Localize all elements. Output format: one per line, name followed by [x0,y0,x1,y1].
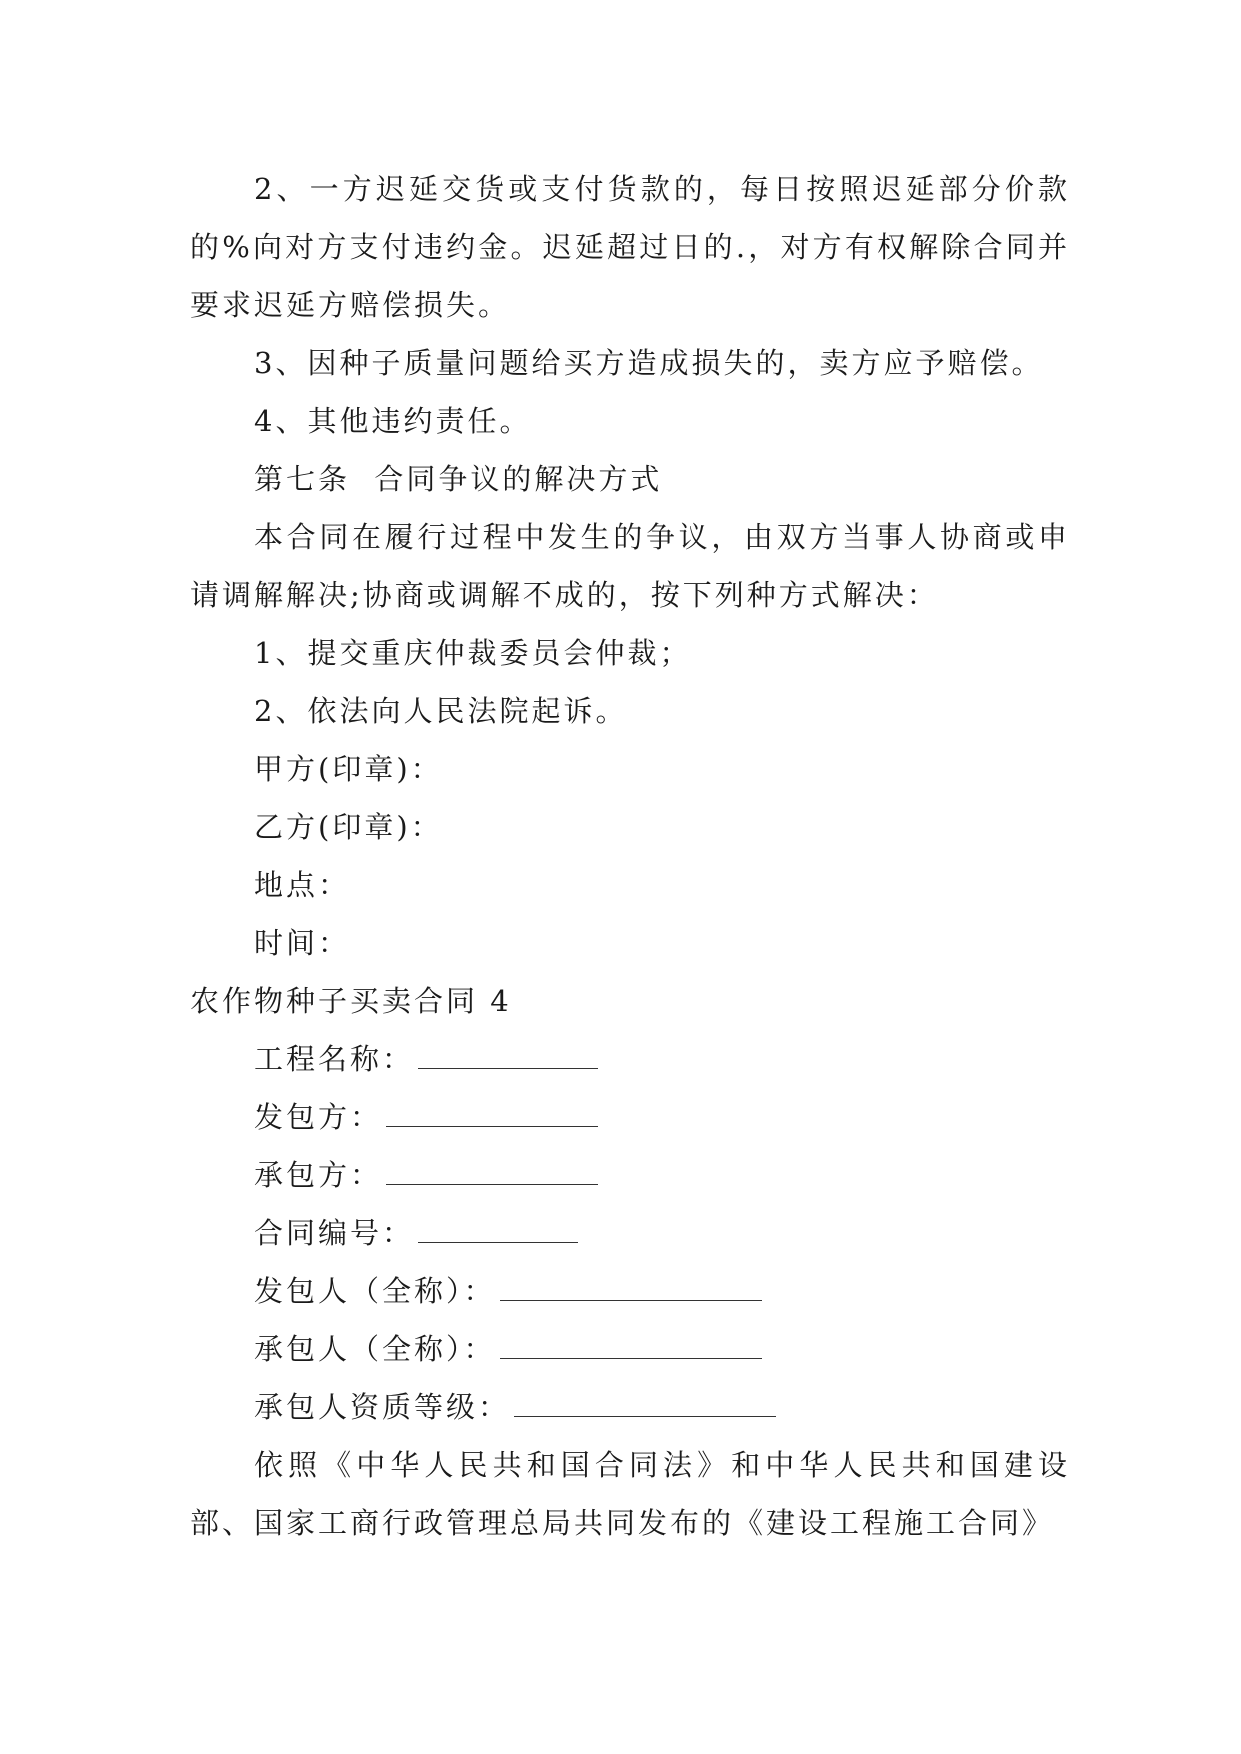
field-project-name-blank [418,1044,598,1069]
clause-delay-penalty: 2、一方迟延交货或支付货款的，每日按照迟延部分价款的%向对方支付违约金。迟延超过日的.，对方有权解除合同并要求迟延方赔偿损失。 [190,172,1070,322]
party-a-seal: 甲方(印章)： [254,752,443,786]
field-project-name [190,1030,1070,1088]
field-contractor-qualification [190,1378,1070,1436]
party-b-seal: 乙方(印章)： [254,810,443,844]
dispute-resolution-text: 本合同在履行过程中发生的争议，由双方当事人协商或申请调解解决;协商或调解不成的，按下列种方式解决： [190,520,1070,612]
clause-other-liability: 4、其他违约责任。 [254,404,532,438]
field-employer-full-blank [500,1276,762,1301]
field-contractor-full-blank [500,1334,762,1359]
field-employer-full-label: 发包人（全称）： [254,1274,496,1308]
field-contract-no-label: 合同编号： [254,1216,415,1250]
signing-time: 时间： [254,926,351,960]
clause-quality-compensation: 3、因种子质量问题给买方造成损失的，卖方应予赔偿。 [254,346,1044,380]
field-employer-blank [386,1102,598,1127]
field-contractor-label: 承包方： [254,1158,383,1192]
contract-4-title: 农作物种子买卖合同 4 [190,984,512,1018]
field-contractor-full [190,1320,1070,1378]
field-employer [190,1088,1070,1146]
closing-paragraph: 依照《中华人民共和国合同法》和中华人民共和国建设部、国家工商行政管理总局共同发布的《建设工程施工合同》 [190,1448,1070,1540]
signing-location: 地点： [254,868,351,902]
field-contract-no-blank [418,1218,578,1243]
field-contract-no [190,1204,1070,1262]
field-contractor-blank [386,1160,598,1185]
field-contractor-qualification-blank [514,1392,776,1417]
field-project-name-label: 工程名称： [254,1042,415,1076]
document-body [190,160,1070,1552]
dispute-option-court: 2、依法向人民法院起诉。 [254,694,628,728]
field-contractor-full-label: 承包人（全称）： [254,1332,496,1366]
article-seven-heading: 第七条 合同争议的解决方式 [254,462,663,496]
field-employer-full [190,1262,1070,1320]
field-contractor [190,1146,1070,1204]
dispute-option-arbitration: 1、提交重庆仲裁委员会仲裁； [254,636,692,670]
field-employer-label: 发包方： [254,1100,383,1134]
field-contractor-qualification-label: 承包人资质等级： [254,1390,511,1424]
